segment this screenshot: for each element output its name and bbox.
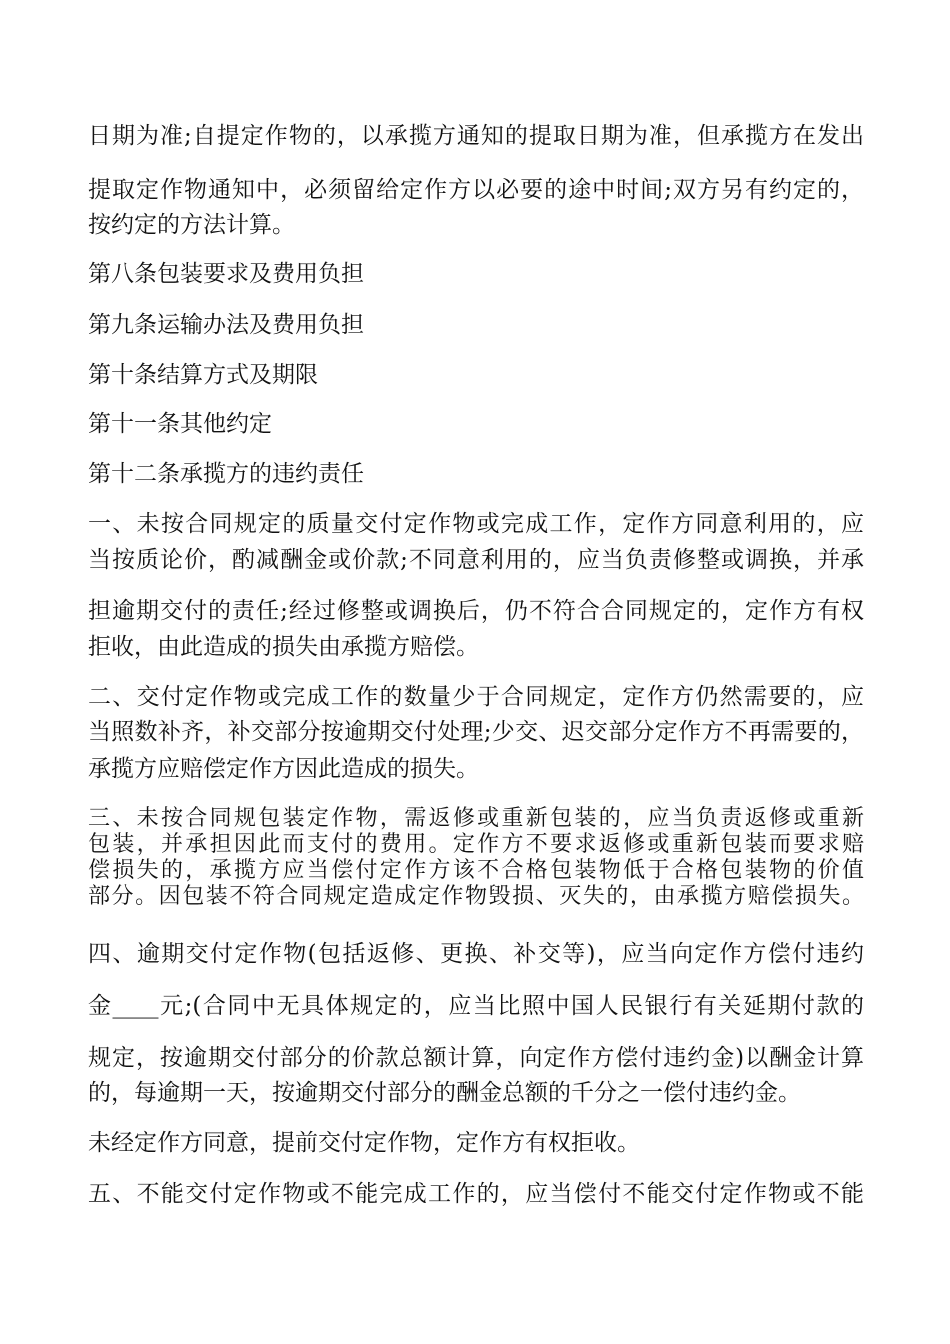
paragraph-line: 部分。因包装不符合同规定造成定作物毁损、灭失的，由承揽方赔偿损失。: [88, 884, 864, 909]
paragraph-line: 日期为准;自提定作物的，以承揽方通知的提取日期为准，但承揽方在发出: [88, 123, 864, 149]
paragraph-line: 四、逾期交付定作物(包括返修、更换、补交等)，应当向定作方偿付违约: [88, 941, 864, 967]
paragraph-line: 二、交付定作物或完成工作的数量少于合同规定，定作方仍然需要的，应: [88, 684, 864, 710]
paragraph-line: 提取定作物通知中，必须留给定作方以必要的途中时间;双方另有约定的，: [88, 177, 864, 203]
section-heading: 第八条包装要求及费用负担: [88, 261, 364, 287]
paragraph-line: 包装，并承担因此而支付的费用。定作方不要求返修或重新包装而要求赔: [88, 832, 864, 857]
section-heading: 第十一条其他约定: [88, 411, 272, 437]
section-heading: 第九条运输办法及费用负担: [88, 312, 364, 338]
paragraph-line: 规定，按逾期交付部分的价款总额计算，向定作方偿付违约金)以酬金计算: [88, 1045, 864, 1071]
paragraph-line: 当按质论价，酌减酬金或价款;不同意利用的，应当负责修整或调换，并承: [88, 547, 864, 573]
section-heading: 第十二条承揽方的违约责任: [88, 461, 364, 487]
paragraph-line: 承揽方应赔偿定作方因此造成的损失。: [88, 756, 479, 782]
paragraph-line: 拒收，由此造成的损失由承揽方赔偿。: [88, 634, 479, 660]
paragraph-line: 三、未按合同规包装定作物，需返修或重新包装的，应当负责返修或重新: [88, 806, 864, 831]
paragraph-line: 未经定作方同意，提前交付定作物，定作方有权拒收。: [88, 1130, 640, 1156]
paragraph-line: 当照数补齐，补交部分按逾期交付处理;少交、迟交部分定作方不再需要的，: [88, 719, 864, 745]
paragraph-line: 按约定的方法计算。: [88, 212, 295, 238]
paragraph-line: 的，每逾期一天，按逾期交付部分的酬金总额的千分之一偿付违约金。: [88, 1080, 801, 1106]
section-heading: 第十条结算方式及期限: [88, 362, 318, 388]
paragraph-line: 偿损失的，承揽方应当偿付定作方该不合格包装物低于合格包装物的价值: [88, 858, 864, 883]
paragraph-line: 担逾期交付的责任;经过修整或调换后，仍不符合合同规定的，定作方有权: [88, 598, 864, 624]
paragraph-line: 一、未按合同规定的质量交付定作物或完成工作，定作方同意利用的，应: [88, 511, 864, 537]
paragraph-line: 金____元;(合同中无具体规定的，应当比照中国人民银行有关延期付款的: [88, 993, 864, 1019]
paragraph-line: 五、不能交付定作物或不能完成工作的，应当偿付不能交付定作物或不能: [88, 1181, 864, 1207]
